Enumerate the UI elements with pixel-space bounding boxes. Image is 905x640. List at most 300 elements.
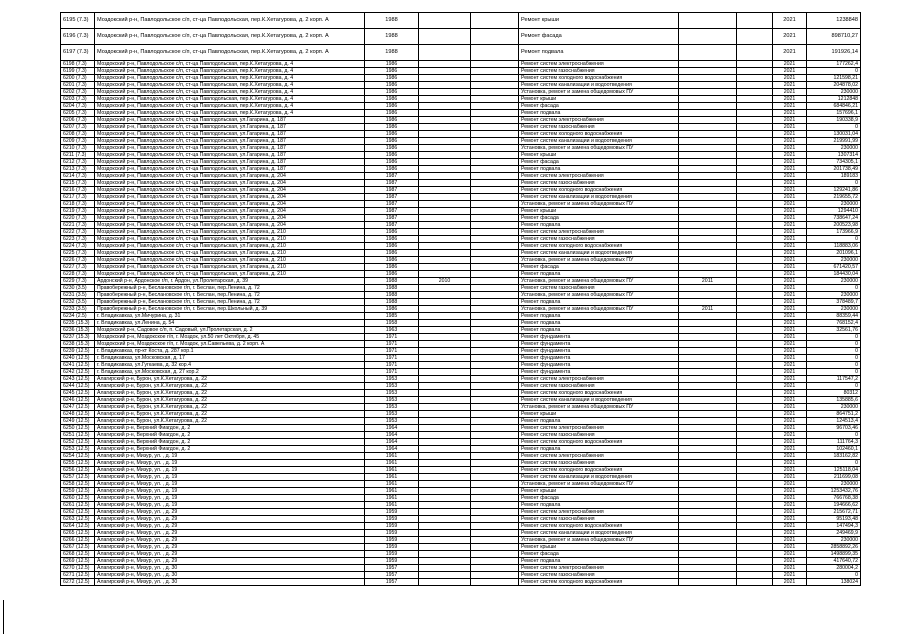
cell-address: Алагирский р-н, Бурон, ул.К.Хетагурова, д. 22 xyxy=(95,390,365,397)
cell-note xyxy=(471,467,519,474)
scan-edge-mark xyxy=(3,600,4,634)
cell-extra xyxy=(737,159,773,166)
cell-prev-year xyxy=(419,348,471,355)
cell-work-type: Ремонт систем электроснабжения xyxy=(519,229,679,236)
cell-work-type: Ремонт систем газоснабжения xyxy=(519,236,679,243)
cell-row-number: 6211 (7.3) xyxy=(61,152,95,159)
cell-row-number: 6231 (3.5) xyxy=(61,292,95,299)
cell-work-type: Ремонт подвала xyxy=(519,502,679,509)
cell-prev-year xyxy=(419,159,471,166)
table-row xyxy=(61,565,861,572)
cell-row-number: 6219 (7.3) xyxy=(61,208,95,215)
cell-extra xyxy=(737,208,773,215)
cell-build-year: 1971 xyxy=(365,355,419,362)
cell-address: Алагирский р-н, Мизур, ул. , д. 19 xyxy=(95,460,365,467)
table-row xyxy=(61,341,861,348)
cell-work-type: Ремонт крыши xyxy=(519,208,679,215)
cell-prev-repair-year xyxy=(679,523,737,530)
cell-cost: 249469,9 xyxy=(807,530,861,537)
cell-prev-year xyxy=(419,397,471,404)
cell-plan-year: 2021 xyxy=(773,453,807,460)
cell-cost: 32561,76 xyxy=(807,327,861,334)
cell-note xyxy=(471,61,519,68)
cell-plan-year: 2021 xyxy=(773,341,807,348)
cell-prev-repair-year xyxy=(679,29,737,45)
cell-plan-year: 2021 xyxy=(773,544,807,551)
cell-note xyxy=(471,432,519,439)
cell-prev-year xyxy=(419,222,471,229)
cell-cost: 121598,21 xyxy=(807,75,861,82)
cell-extra xyxy=(737,558,773,565)
table-row xyxy=(61,13,861,29)
cell-extra xyxy=(737,61,773,68)
cell-build-year: 1986 xyxy=(365,229,419,236)
cell-plan-year: 2021 xyxy=(773,201,807,208)
cell-address: Алагирский р-н, Бурон, ул.К.Хетагурова, д. 22 xyxy=(95,383,365,390)
cell-note xyxy=(471,544,519,551)
cell-work-type: Ремонт фасада xyxy=(519,103,679,110)
cell-build-year: 1971 xyxy=(365,334,419,341)
table-row xyxy=(61,474,861,481)
cell-extra xyxy=(737,110,773,117)
table-row xyxy=(61,320,861,327)
cell-extra xyxy=(737,201,773,208)
cell-build-year: 1987 xyxy=(365,180,419,187)
cell-cost: 766768,38 xyxy=(807,495,861,502)
cell-prev-year xyxy=(419,383,471,390)
cell-plan-year: 2021 xyxy=(773,530,807,537)
table-row xyxy=(61,453,861,460)
cell-extra xyxy=(737,278,773,285)
cell-address: Моздокский р-н, Павлодольское с/п, ст-ца Павлодольская, пер.К.Хетагурова, д. 4 xyxy=(95,68,365,75)
cell-address: Алагирский р-н, Мизур, ул. , д. 29 xyxy=(95,530,365,537)
cell-note xyxy=(471,152,519,159)
cell-address: Моздокский р-н, Павлодольское с/п, ст-ца Павлодольская, ул.Гагарина, д. 187 xyxy=(95,117,365,124)
cell-prev-repair-year xyxy=(679,474,737,481)
cell-work-type: Ремонт крыши xyxy=(519,488,679,495)
cell-prev-year xyxy=(419,194,471,201)
cell-prev-year xyxy=(419,173,471,180)
cell-prev-year xyxy=(419,117,471,124)
cell-extra xyxy=(737,45,773,61)
cell-prev-year xyxy=(419,131,471,138)
table-row xyxy=(61,285,861,292)
cell-prev-repair-year xyxy=(679,565,737,572)
cell-work-type: Ремонт фасада xyxy=(519,159,679,166)
cell-work-type: Ремонт фасада xyxy=(519,495,679,502)
cell-extra xyxy=(737,313,773,320)
cell-plan-year: 2021 xyxy=(773,425,807,432)
cell-address: Моздокский р-н, Павлодольское с/п, ст-ца Павлодольская, пер.К.Хетагурова, д. 4 xyxy=(95,110,365,117)
cell-address: Алагирский р-н, Верхний Фиагдон, д. 2 xyxy=(95,439,365,446)
cell-plan-year: 2021 xyxy=(773,152,807,159)
cell-note xyxy=(471,124,519,131)
cell-note xyxy=(471,453,519,460)
cell-extra xyxy=(737,390,773,397)
cell-prev-year xyxy=(419,376,471,383)
cell-prev-repair-year xyxy=(679,439,737,446)
cell-plan-year: 2021 xyxy=(773,166,807,173)
cell-cost: 864751,2 xyxy=(807,411,861,418)
cell-extra xyxy=(737,488,773,495)
cell-cost: 0 xyxy=(807,236,861,243)
cell-prev-repair-year xyxy=(679,425,737,432)
cell-plan-year: 2021 xyxy=(773,173,807,180)
cell-cost: 124513,4 xyxy=(807,418,861,425)
table-row xyxy=(61,110,861,117)
cell-row-number: 6252 (12.5) xyxy=(61,439,95,446)
cell-prev-repair-year xyxy=(679,509,737,516)
cell-plan-year: 2021 xyxy=(773,355,807,362)
cell-extra xyxy=(737,411,773,418)
cell-row-number: 6195 (7.3) xyxy=(61,13,95,29)
cell-prev-repair-year xyxy=(679,530,737,537)
cell-cost: 0 xyxy=(807,355,861,362)
cell-address: Алагирский р-н, Мизур, ул. , д. 19 xyxy=(95,488,365,495)
cell-note xyxy=(471,327,519,334)
cell-extra xyxy=(737,544,773,551)
cell-prev-repair-year xyxy=(679,495,737,502)
cell-build-year: 1986 xyxy=(365,110,419,117)
cell-prev-year xyxy=(419,537,471,544)
cell-plan-year: 2021 xyxy=(773,348,807,355)
cell-note xyxy=(471,103,519,110)
cell-build-year: 1986 xyxy=(365,271,419,278)
cell-note xyxy=(471,138,519,145)
cell-extra xyxy=(737,355,773,362)
cell-note xyxy=(471,313,519,320)
cell-extra xyxy=(737,383,773,390)
cell-extra xyxy=(737,467,773,474)
table-row xyxy=(61,250,861,257)
cell-prev-repair-year: 2011 xyxy=(679,306,737,313)
cell-extra xyxy=(737,243,773,250)
cell-build-year: 1953 xyxy=(365,404,419,411)
cell-build-year: 1986 xyxy=(365,159,419,166)
cell-plan-year: 2021 xyxy=(773,250,807,257)
table-row xyxy=(61,257,861,264)
cell-extra xyxy=(737,348,773,355)
cell-work-type: Ремонт подвала xyxy=(519,271,679,278)
cell-prev-year xyxy=(419,432,471,439)
cell-work-type: Ремонт систем канализации и водоотведения xyxy=(519,194,679,201)
cell-prev-repair-year xyxy=(679,243,737,250)
table-row xyxy=(61,327,861,334)
cell-work-type: Ремонт систем электроснабжения xyxy=(519,173,679,180)
cell-extra xyxy=(737,502,773,509)
table-row xyxy=(61,278,861,285)
cell-address: Моздокский р-н, Павлодольское с/п, ст-ца Павлодольская, ул.Гагарина, д. 204 xyxy=(95,222,365,229)
cell-address: Алагирский р-н, Бурон, ул.К.Хетагурова, д. 22 xyxy=(95,397,365,404)
cell-address: Моздокский р-н, Садовое с/п, п. Садовый, ул.Пролетарская, д. 2 xyxy=(95,327,365,334)
cell-extra xyxy=(737,306,773,313)
cell-work-type: Ремонт фасада xyxy=(519,29,679,45)
table-row xyxy=(61,75,861,82)
cell-address: Правобережный р-н, Беслановское г/п, г. Беслан, пер.Ленина, д. 72 xyxy=(95,285,365,292)
cell-cost: 0 xyxy=(807,369,861,376)
cell-work-type: Ремонт систем холодного водоснабжения xyxy=(519,75,679,82)
cell-plan-year: 2021 xyxy=(773,467,807,474)
cell-build-year: 1961 xyxy=(365,467,419,474)
cell-work-type: Ремонт фундамента xyxy=(519,362,679,369)
cell-address: Моздокский р-н, Павлодольское с/п, ст-ца Павлодольская, ул.Гагарина, д. 187 xyxy=(95,166,365,173)
cell-cost: 684846,21 xyxy=(807,103,861,110)
cell-note xyxy=(471,159,519,166)
cell-build-year: 1988 xyxy=(365,29,419,45)
cell-work-type: Установка, ремонт и замена общедомовых ПУ xyxy=(519,145,679,152)
cell-prev-repair-year xyxy=(679,502,737,509)
cell-note xyxy=(471,201,519,208)
cell-row-number: 6209 (7.3) xyxy=(61,138,95,145)
cell-build-year: 1988 xyxy=(365,13,419,29)
table-row xyxy=(61,376,861,383)
cell-prev-repair-year xyxy=(679,355,737,362)
cell-row-number: 6235 (15.3) xyxy=(61,320,95,327)
cell-work-type: Ремонт систем электроснабжения xyxy=(519,376,679,383)
cell-build-year: 1971 xyxy=(365,369,419,376)
cell-cost: 130031,04 xyxy=(807,131,861,138)
cell-cost: 1294410 xyxy=(807,208,861,215)
cell-extra xyxy=(737,579,773,586)
cell-build-year: 1958 xyxy=(365,320,419,327)
cell-address: Ардонский р-н, Ардонское г/п, г. Ардон, ул.Пролетарская, д. 39 xyxy=(95,278,365,285)
cell-address: Моздокский р-н, Павлодольское с/п, ст-ца Павлодольская, ул.Гагарина, д. 210 xyxy=(95,264,365,271)
cell-plan-year: 2021 xyxy=(773,264,807,271)
cell-build-year: 1957 xyxy=(365,565,419,572)
cell-prev-repair-year xyxy=(679,152,737,159)
cell-row-number: 6227 (7.3) xyxy=(61,264,95,271)
cell-address: Моздокский р-н, Павлодольское с/п, ст-ца Павлодольская, пер.К.Хетагурова, д. 2 корп. А xyxy=(95,29,365,45)
cell-address: Алагирский р-н, Мизур, ул. , д. 19 xyxy=(95,474,365,481)
cell-prev-year xyxy=(419,355,471,362)
table-row xyxy=(61,348,861,355)
cell-note xyxy=(471,285,519,292)
cell-cost: 129241,86 xyxy=(807,187,861,194)
cell-note xyxy=(471,96,519,103)
cell-cost: 898710,27 xyxy=(807,29,861,45)
cell-plan-year: 2021 xyxy=(773,208,807,215)
cell-row-number: 6243 (12.5) xyxy=(61,376,95,383)
cell-plan-year: 2021 xyxy=(773,404,807,411)
cell-extra xyxy=(737,439,773,446)
cell-row-number: 6271 (12.5) xyxy=(61,572,95,579)
cell-build-year: 1971 xyxy=(365,341,419,348)
cell-prev-repair-year xyxy=(679,103,737,110)
cell-prev-year xyxy=(419,411,471,418)
table-row xyxy=(61,45,861,61)
cell-cost: 230000 xyxy=(807,306,861,313)
cell-row-number: 6255 (12.5) xyxy=(61,460,95,467)
cell-plan-year: 2021 xyxy=(773,138,807,145)
repair-schedule-sheet xyxy=(60,12,860,586)
cell-address: Моздокский р-н, Павлодольское с/п, ст-ца Павлодольская, пер.К.Хетагурова, д. 2 корп. А xyxy=(95,13,365,29)
cell-prev-year xyxy=(419,13,471,29)
cell-cost: 95193,48 xyxy=(807,516,861,523)
cell-row-number: 6246 (12.5) xyxy=(61,397,95,404)
cell-work-type: Ремонт систем газоснабжения xyxy=(519,460,679,467)
cell-cost: 230000 xyxy=(807,481,861,488)
cell-prev-repair-year xyxy=(679,446,737,453)
cell-prev-year xyxy=(419,243,471,250)
cell-address: Алагирский р-н, Бурон, ул.К.Хетагурова, д. 22 xyxy=(95,418,365,425)
cell-build-year: 1986 xyxy=(365,264,419,271)
table-row xyxy=(61,537,861,544)
cell-row-number: 6217 (7.3) xyxy=(61,194,95,201)
table-row xyxy=(61,187,861,194)
cell-prev-year xyxy=(419,446,471,453)
cell-extra xyxy=(737,173,773,180)
cell-address: Алагирский р-н, Мизур, ул. , д. 29 xyxy=(95,523,365,530)
cell-build-year: 1986 xyxy=(365,131,419,138)
table-row xyxy=(61,362,861,369)
cell-note xyxy=(471,565,519,572)
cell-address: Моздокский р-н, Павлодольское с/п, ст-ца Павлодольская, ул.Гагарина, д. 210 xyxy=(95,243,365,250)
cell-plan-year: 2021 xyxy=(773,222,807,229)
cell-prev-repair-year xyxy=(679,173,737,180)
cell-plan-year: 2021 xyxy=(773,572,807,579)
cell-note xyxy=(471,495,519,502)
cell-extra xyxy=(737,432,773,439)
cell-plan-year: 2021 xyxy=(773,96,807,103)
cell-cost: 671420,57 xyxy=(807,264,861,271)
table-row xyxy=(61,201,861,208)
cell-prev-year xyxy=(419,166,471,173)
cell-prev-year xyxy=(419,558,471,565)
cell-plan-year: 2021 xyxy=(773,383,807,390)
cell-cost: 230000 xyxy=(807,89,861,96)
cell-prev-year xyxy=(419,208,471,215)
cell-row-number: 6199 (7.3) xyxy=(61,68,95,75)
cell-row-number: 6215 (7.3) xyxy=(61,180,95,187)
cell-cost: 177262,4 xyxy=(807,61,861,68)
cell-prev-year xyxy=(419,467,471,474)
cell-row-number: 6260 (12.5) xyxy=(61,495,95,502)
cell-address: г. Владикавказ, пр-кт Коста, д. 287 кор.1 xyxy=(95,348,365,355)
cell-plan-year: 2021 xyxy=(773,313,807,320)
table-row xyxy=(61,516,861,523)
cell-address: Алагирский р-н, Мизур, ул. , д. 29 xyxy=(95,558,365,565)
cell-note xyxy=(471,376,519,383)
cell-extra xyxy=(737,453,773,460)
cell-plan-year: 2021 xyxy=(773,180,807,187)
table-row xyxy=(61,166,861,173)
cell-address: Алагирский р-н, Мизур, ул. , д. 30 xyxy=(95,572,365,579)
cell-address: Правобережный р-н, Беслановское г/п, г. Беслан, пер.Школьный, д. 39 xyxy=(95,306,365,313)
cell-row-number: 6269 (12.5) xyxy=(61,558,95,565)
cell-note xyxy=(471,306,519,313)
cell-row-number: 6201 (7.3) xyxy=(61,82,95,89)
cell-extra xyxy=(737,376,773,383)
table-row xyxy=(61,467,861,474)
cell-note xyxy=(471,117,519,124)
cell-row-number: 6242 (12.5) xyxy=(61,369,95,376)
cell-note xyxy=(471,13,519,29)
cell-prev-repair-year xyxy=(679,145,737,152)
cell-work-type: Ремонт систем канализации и водоотведения xyxy=(519,82,679,89)
cell-prev-year xyxy=(419,110,471,117)
cell-plan-year: 2021 xyxy=(773,215,807,222)
cell-work-type: Ремонт подвала xyxy=(519,313,679,320)
table-row xyxy=(61,229,861,236)
cell-extra xyxy=(737,425,773,432)
cell-plan-year: 2021 xyxy=(773,327,807,334)
cell-row-number: 6253 (12.5) xyxy=(61,446,95,453)
cell-address: Моздокский р-н, Павлодольское с/п, ст-ца Павлодольская, ул.Гагарина, д. 210 xyxy=(95,236,365,243)
cell-row-number: 6264 (12.5) xyxy=(61,523,95,530)
cell-cost: 215672,71 xyxy=(807,509,861,516)
cell-plan-year: 2021 xyxy=(773,285,807,292)
cell-build-year: 1986 xyxy=(365,124,419,131)
cell-row-number: 6224 (7.3) xyxy=(61,243,95,250)
cell-extra xyxy=(737,75,773,82)
cell-note xyxy=(471,271,519,278)
cell-work-type: Ремонт систем газоснабжения xyxy=(519,432,679,439)
cell-extra xyxy=(737,166,773,173)
cell-work-type: Ремонт подвала xyxy=(519,166,679,173)
cell-prev-repair-year xyxy=(679,229,737,236)
cell-extra xyxy=(737,327,773,334)
cell-extra xyxy=(737,236,773,243)
cell-prev-year xyxy=(419,145,471,152)
cell-plan-year: 2021 xyxy=(773,334,807,341)
table-row xyxy=(61,61,861,68)
cell-note xyxy=(471,145,519,152)
cell-cost: 96703,46 xyxy=(807,425,861,432)
cell-extra xyxy=(737,222,773,229)
cell-prev-repair-year xyxy=(679,453,737,460)
cell-plan-year: 2021 xyxy=(773,13,807,29)
cell-build-year: 1959 xyxy=(365,509,419,516)
cell-prev-repair-year xyxy=(679,558,737,565)
cell-prev-year xyxy=(419,481,471,488)
table-row xyxy=(61,495,861,502)
cell-address: Алагирский р-н, Мизур, ул. , д. 29 xyxy=(95,516,365,523)
table-row xyxy=(61,159,861,166)
cell-work-type: Установка, ремонт и замена общедомовых ПУ xyxy=(519,306,679,313)
cell-extra xyxy=(737,187,773,194)
cell-build-year: 1961 xyxy=(365,474,419,481)
cell-prev-repair-year: 2011 xyxy=(679,278,737,285)
cell-build-year: 1987 xyxy=(365,173,419,180)
cell-extra xyxy=(737,551,773,558)
cell-row-number: 6216 (7.3) xyxy=(61,187,95,194)
cell-note xyxy=(471,369,519,376)
cell-note xyxy=(471,418,519,425)
cell-prev-repair-year xyxy=(679,292,737,299)
cell-row-number: 6251 (12.5) xyxy=(61,432,95,439)
cell-work-type: Установка, ремонт и замена общедомовых ПУ xyxy=(519,201,679,208)
cell-cost: 117547,2 xyxy=(807,376,861,383)
cell-prev-year xyxy=(419,404,471,411)
cell-address: Алагирский р-н, Мизур, ул. , д. 19 xyxy=(95,495,365,502)
cell-plan-year: 2021 xyxy=(773,68,807,75)
cell-prev-repair-year xyxy=(679,159,737,166)
cell-cost: 0 xyxy=(807,341,861,348)
cell-row-number: 6198 (7.3) xyxy=(61,61,95,68)
cell-address: Моздокский р-н, Павлодольское с/п, ст-ца Павлодольская, пер.К.Хетагурова, д. 4 xyxy=(95,61,365,68)
cell-cost: 1253432,76 xyxy=(807,488,861,495)
cell-row-number: 6244 (12.5) xyxy=(61,383,95,390)
cell-build-year: 1959 xyxy=(365,537,419,544)
cell-row-number: 6200 (7.3) xyxy=(61,75,95,82)
cell-work-type: Ремонт систем холодного водоснабжения xyxy=(519,523,679,530)
cell-prev-repair-year xyxy=(679,264,737,271)
cell-note xyxy=(471,481,519,488)
cell-cost: 0 xyxy=(807,572,861,579)
cell-address: Алагирский р-н, Мизур, ул. , д. 29 xyxy=(95,551,365,558)
cell-build-year: 1986 xyxy=(365,103,419,110)
cell-note xyxy=(471,131,519,138)
